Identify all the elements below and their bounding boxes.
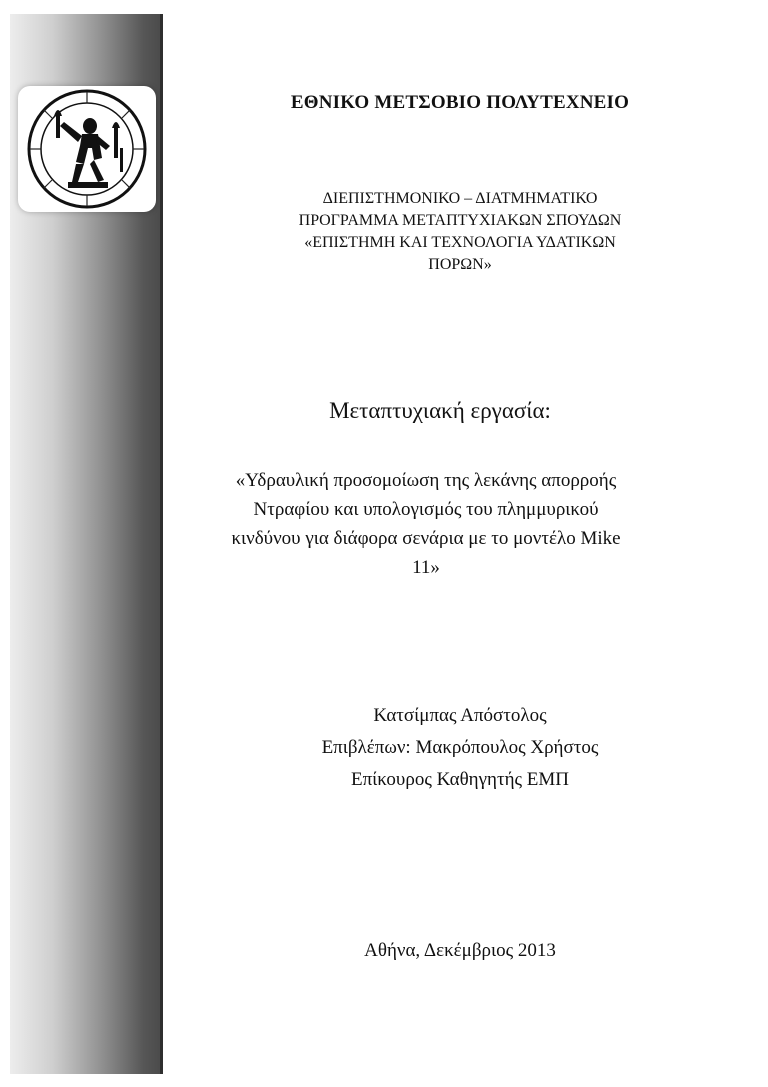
thesis-title-line-4: 11»: [412, 557, 440, 578]
prometheus-seal-icon: [24, 88, 150, 210]
program-title: [200, 188, 720, 276]
thesis-title-line-1: «Υδραυλική προσομοίωση της λεκάνης απορροής: [235, 470, 617, 491]
institution-name: ΕΘΝΙΚΟ ΜΕΤΣΟΒΙΟ ΠΟΛΥΤΕΧΝΕΙΟ: [290, 92, 630, 113]
author-block: [200, 700, 720, 796]
author-name: Κατσίμπας Απόστολος: [373, 705, 547, 726]
thesis-title-line-3: κινδύνου για διάφορα σενάρια με το μοντέλο Mike: [231, 528, 621, 549]
supervisor-title: Επίκουρος Καθηγητής ΕΜΠ: [350, 769, 570, 790]
thesis-title: [174, 466, 678, 582]
program-line-3: «ΕΠΙΣΤΗΜΗ ΚΑΙ ΤΕΧΝΟΛΟΓΙΑ ΥΔΑΤΙΚΩΝ: [304, 234, 616, 251]
supervisor-name: Επιβλέπων: Μακρόπουλος Χρήστος: [321, 737, 599, 758]
date-place: Αθήνα, Δεκέμβριος 2013: [364, 940, 556, 961]
sidebar-edge-line: [160, 14, 163, 1074]
logo-frame: [18, 86, 156, 212]
program-line-2: ΠΡΟΓΡΑΜΜΑ ΜΕΤΑΠΤΥΧΙΑΚΩΝ ΣΠΟΥΔΩΝ: [298, 212, 622, 229]
program-line-1: ΔΙΕΠΙΣΤΗΜΟΝΙΚΟ – ΔΙΑΤΜΗΜΑΤΙΚΟ: [322, 190, 598, 207]
thesis-title-line-2: Ντραφίου και υπολογισμός του πλημμυρικού: [253, 499, 599, 520]
thesis-label: Μεταπτυχιακή εργασία:: [329, 398, 551, 423]
program-line-4: ΠΟΡΩΝ»: [428, 256, 492, 273]
